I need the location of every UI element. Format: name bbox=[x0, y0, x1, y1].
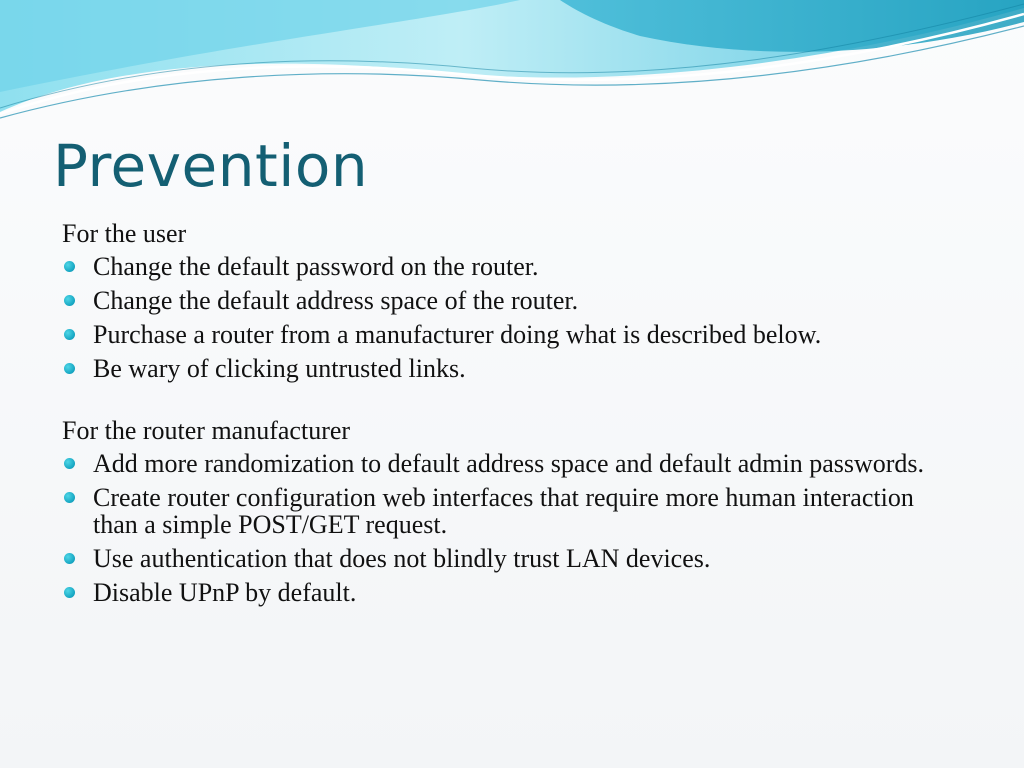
list-item bbox=[62, 287, 962, 314]
list-item-text: Be wary of clicking untrusted links. bbox=[93, 354, 466, 383]
bullet-icon bbox=[64, 553, 75, 564]
list-item-text: Change the default address space of the router. bbox=[93, 286, 579, 315]
bullet-icon bbox=[64, 587, 75, 598]
list-item bbox=[62, 484, 962, 538]
slide-body bbox=[62, 219, 962, 613]
section-heading-manufacturer: For the router manufacturer bbox=[62, 416, 351, 445]
list-item-text: Create router configuration web interfaces that require more human interaction than a simple POST/GET request. bbox=[93, 483, 914, 539]
bullet-icon bbox=[64, 261, 75, 272]
list-item bbox=[62, 450, 962, 477]
slide-title: Prevention bbox=[53, 132, 369, 200]
bullet-icon bbox=[64, 458, 75, 469]
list-item-text: Use authentication that does not blindly trust LAN devices. bbox=[93, 544, 711, 573]
section-user bbox=[62, 219, 962, 382]
bullet-icon bbox=[64, 329, 75, 340]
list-item bbox=[62, 579, 962, 606]
list-item bbox=[62, 321, 962, 348]
section-spacer bbox=[62, 389, 962, 416]
list-item-text: Purchase a router from a manufacturer doing what is described below. bbox=[93, 320, 822, 349]
list-item-text: Add more randomization to default address space and default admin passwords. bbox=[93, 449, 925, 478]
header-wave-decoration bbox=[0, 0, 1024, 130]
section-heading-user: For the user bbox=[62, 219, 187, 248]
list-item-text: Disable UPnP by default. bbox=[93, 578, 357, 607]
bullet-list-manufacturer bbox=[62, 450, 962, 606]
list-item bbox=[62, 545, 962, 572]
list-item-text: Change the default password on the router. bbox=[93, 252, 539, 281]
bullet-icon bbox=[64, 295, 75, 306]
section-manufacturer bbox=[62, 416, 962, 606]
bullet-icon bbox=[64, 492, 75, 503]
list-item bbox=[62, 253, 962, 280]
bullet-icon bbox=[64, 363, 75, 374]
bullet-list-user bbox=[62, 253, 962, 382]
list-item bbox=[62, 355, 962, 382]
